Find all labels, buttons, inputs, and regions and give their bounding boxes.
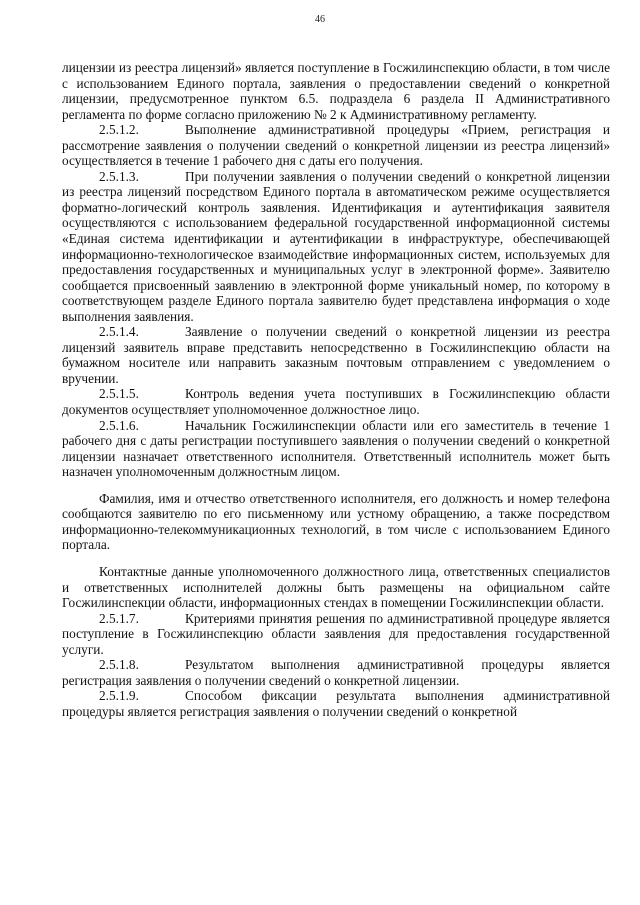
- paragraph: [62, 60, 610, 122]
- clause-number: 2.5.1.2.: [99, 122, 139, 138]
- paragraph-text: лицензии из реестра лицензий» является поступление в Госжилинспекцию области, в том числе с использованием Единого портала, заявления о предоставлении сведений о конкретной лицензии, предусмотренное пунктом 6.5. подраздела 6 раздела II Административного регламента по форме согласно приложению № 2 к Административному регламенту.: [62, 60, 610, 122]
- clause-number: 2.5.1.7.: [99, 610, 139, 626]
- clause-number: 2.5.1.4.: [99, 324, 139, 340]
- paragraph: [62, 657, 610, 688]
- paragraph-text: Контактные данные уполномоченного должностного лица, ответственных специалистов и ответственных исполнителей должны быть размещены на официальном сайте Госжилинспекции области, информационных стендах в помещении Госжилинспекции области.: [62, 563, 610, 611]
- paragraph: [62, 491, 610, 553]
- document-body: [62, 60, 610, 719]
- paragraph-text: При получении заявления о получении сведений о конкретной лицензии из реестра лицензий посредством Единого портала в автоматическом режиме осуществляется форматно-логический контроль заявления. Идентификация и аутентификация заявителя осуществляются с использованием федеральной государственной информационной системы «Единая система идентификации и аутентификации в инфраструктуре, обеспечивающей информационно-технологическое взаимодействие информационных систем, используемых для предоставления государственных и муниципальных услуг в электронной форме». Заявителю сообщается присвоенный заявлению в электронной форме уникальный номер, по которому в соответствующем разделе Единого портала заявителю будет представлена информация о ходе выполнения заявления.: [62, 168, 610, 324]
- clause-number: 2.5.1.8.: [99, 657, 139, 673]
- paragraph: [62, 386, 610, 417]
- paragraph-text: Начальник Госжилинспекции области или его заместитель в течение 1 рабочего дня с даты регистрации поступившего заявления о получении сведений о конкретной лицензии назначает ответственного исполнителя. Ответственный исполнитель может быть назначен уполномоченным должностным лицом.: [62, 417, 610, 480]
- paragraph: [62, 564, 610, 611]
- paragraph-text: Выполнение административной процедуры «Прием, регистрация и рассмотрение заявления о получении сведений о конкретной лицензии из реестра лицензий» осуществляется в течение 1 рабочего дня с даты его получения.: [62, 122, 610, 169]
- paragraph: [62, 688, 610, 719]
- clause-number: 2.5.1.3.: [99, 168, 139, 184]
- paragraph-text: Критериями принятия решения по административной процедуре является поступление в Госжилинспекцию области заявления для предоставления государственной услуги.: [62, 610, 610, 657]
- clause-number: 2.5.1.6.: [99, 417, 139, 433]
- paragraph: [62, 418, 610, 480]
- paragraph: [62, 169, 610, 324]
- paragraph-text: Контроль ведения учета поступивших в Госжилинспекцию области документов осуществляет уполномоченное должностное лицо.: [62, 386, 610, 418]
- paragraph-text: Заявление о получении сведений о конкретной лицензии из реестра лицензий заявитель вправе представить непосредственно в Госжилинспекцию области на бумажном носителе или направить заказным почтовым отправлением с уведомлением о вручении.: [62, 324, 610, 386]
- page-number: 46: [315, 14, 325, 25]
- paragraph: [62, 122, 610, 169]
- paragraph: [62, 324, 610, 386]
- clause-number: 2.5.1.5.: [99, 386, 139, 402]
- paragraph: [62, 611, 610, 658]
- paragraph-text: Фамилия, имя и отчество ответственного исполнителя, его должность и номер телефона сообщаются заявителю по его письменному или устному обращению, а также посредством информационно-телекоммуникационных технологий, в том числе с использованием Единого портала.: [62, 490, 610, 553]
- paragraph-text: Результатом выполнения административной процедуры является регистрация заявления о получении сведений о конкретной лицензии.: [62, 657, 610, 688]
- clause-number: 2.5.1.9.: [99, 688, 139, 704]
- paragraph-text: Способом фиксации результата выполнения административной процедуры является регистрация заявления о получении сведений о конкретной: [62, 688, 610, 719]
